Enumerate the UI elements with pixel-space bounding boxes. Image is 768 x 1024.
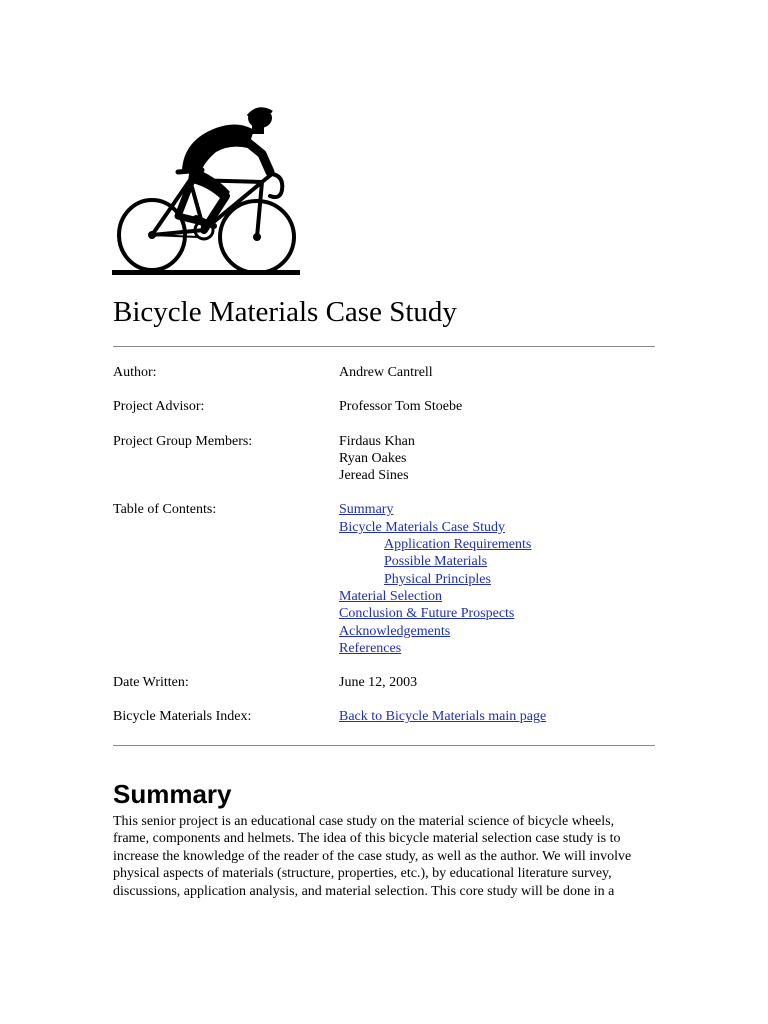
members-label: Project Group Members: (113, 433, 253, 449)
cyclist-icon (112, 104, 302, 278)
toc-link-application-requirements[interactable]: Application Requirements (384, 537, 532, 553)
member-name: Ryan Oakes (339, 450, 407, 466)
back-to-main-page-link[interactable]: Back to Bicycle Materials main page (339, 709, 547, 725)
toc-link-conclusion[interactable]: Conclusion & Future Prospects (339, 606, 515, 622)
members-list (339, 433, 673, 485)
toc-link-physical-principles[interactable]: Physical Principles (384, 571, 491, 587)
author-value: Andrew Cantrell (339, 365, 433, 380)
index-label: Bicycle Materials Index: (113, 709, 252, 725)
toc-label: Table of Contents: (113, 502, 217, 518)
summary-paragraph: This senior project is an educational case study on the material science of bicycle wheels, frame, components and helmets. The idea of this bicycle material selection case study is to increase the knowledge of the reader of the case study, as well as the author. We will involve physical aspects of materials (structure, properties, etc.), by educational literature survey, discussions, application analysis, and material selection. This core study will be done in a (113, 814, 632, 899)
toc-link-acknowledgements[interactable]: Acknowledgements (339, 623, 451, 639)
toc-link-case-study[interactable]: Bicycle Materials Case Study (339, 519, 506, 535)
advisor-label: Project Advisor: (113, 399, 205, 415)
advisor-value: Professor Tom Stoebe (339, 399, 463, 415)
metadata-divider (113, 745, 655, 746)
member-name: Jeread Sines (339, 468, 409, 484)
summary-heading: Summary (113, 779, 232, 809)
toc-link-summary[interactable]: Summary (339, 502, 394, 518)
member-name: Firdaus Khan (339, 433, 415, 449)
advisor-row (113, 398, 673, 415)
date-value: June 12, 2003 (339, 675, 418, 691)
toc-link-possible-materials[interactable]: Possible Materials (384, 554, 488, 570)
toc-link-references[interactable]: References (339, 640, 402, 656)
members-row (113, 433, 673, 485)
table-of-contents (339, 501, 673, 657)
author-row (113, 364, 673, 381)
title-divider (113, 346, 655, 347)
document-title: Bicycle Materials Case Study (113, 296, 457, 328)
index-row (113, 708, 673, 725)
date-label: Date Written: (113, 675, 189, 691)
toc-link-material-selection[interactable]: Material Selection (339, 588, 443, 604)
author-label: Author: (113, 365, 157, 380)
date-row (113, 674, 673, 691)
toc-row (113, 501, 673, 657)
metadata-table (113, 364, 673, 726)
